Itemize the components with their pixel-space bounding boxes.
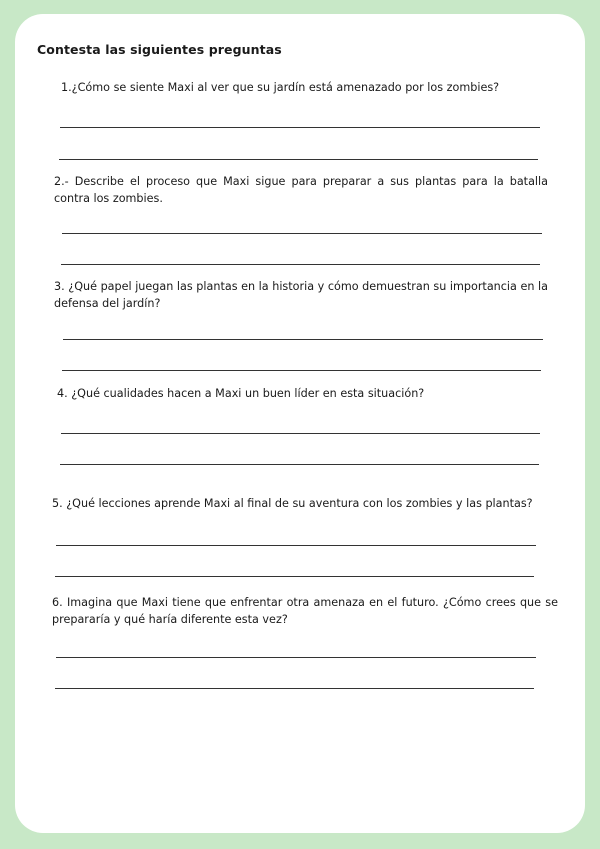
question-2: 2.- Describe el proceso que Maxi sigue para preparar a sus plantas para la batalla contra los zombies. (54, 175, 548, 205)
answer-line-2b[interactable] (61, 264, 540, 265)
question-1: 1.¿Cómo se siente Maxi al ver que su jardín está amenazado por los zombies? (61, 81, 500, 94)
answer-line-1b[interactable] (59, 159, 538, 160)
question-6: 6. Imagina que Maxi tiene que enfrentar otra amenaza en el futuro. ¿Cómo crees que se prepararía y qué haría diferente esta vez? (52, 596, 558, 626)
worksheet-page (15, 14, 585, 833)
answer-line-4b[interactable] (60, 464, 539, 465)
answer-line-2a[interactable] (62, 233, 542, 234)
question-4: 4. ¿Qué cualidades hacen a Maxi un buen líder en esta situación? (57, 387, 425, 400)
answer-line-5a[interactable] (56, 545, 536, 546)
question-5: 5. ¿Qué lecciones aprende Maxi al final de su aventura con los zombies y las plantas? (52, 497, 533, 510)
answer-line-3a[interactable] (63, 339, 543, 340)
answer-line-6a[interactable] (56, 657, 536, 658)
question-3: 3. ¿Qué papel juegan las plantas en la historia y cómo demuestran su importancia en la defensa del jardín? (54, 280, 548, 310)
answer-line-5b[interactable] (55, 576, 534, 577)
answer-line-6b[interactable] (55, 688, 534, 689)
answer-line-4a[interactable] (61, 433, 540, 434)
answer-line-3b[interactable] (62, 370, 541, 371)
worksheet-title: Contesta las siguientes preguntas (37, 42, 282, 57)
answer-line-1a[interactable] (60, 127, 540, 128)
